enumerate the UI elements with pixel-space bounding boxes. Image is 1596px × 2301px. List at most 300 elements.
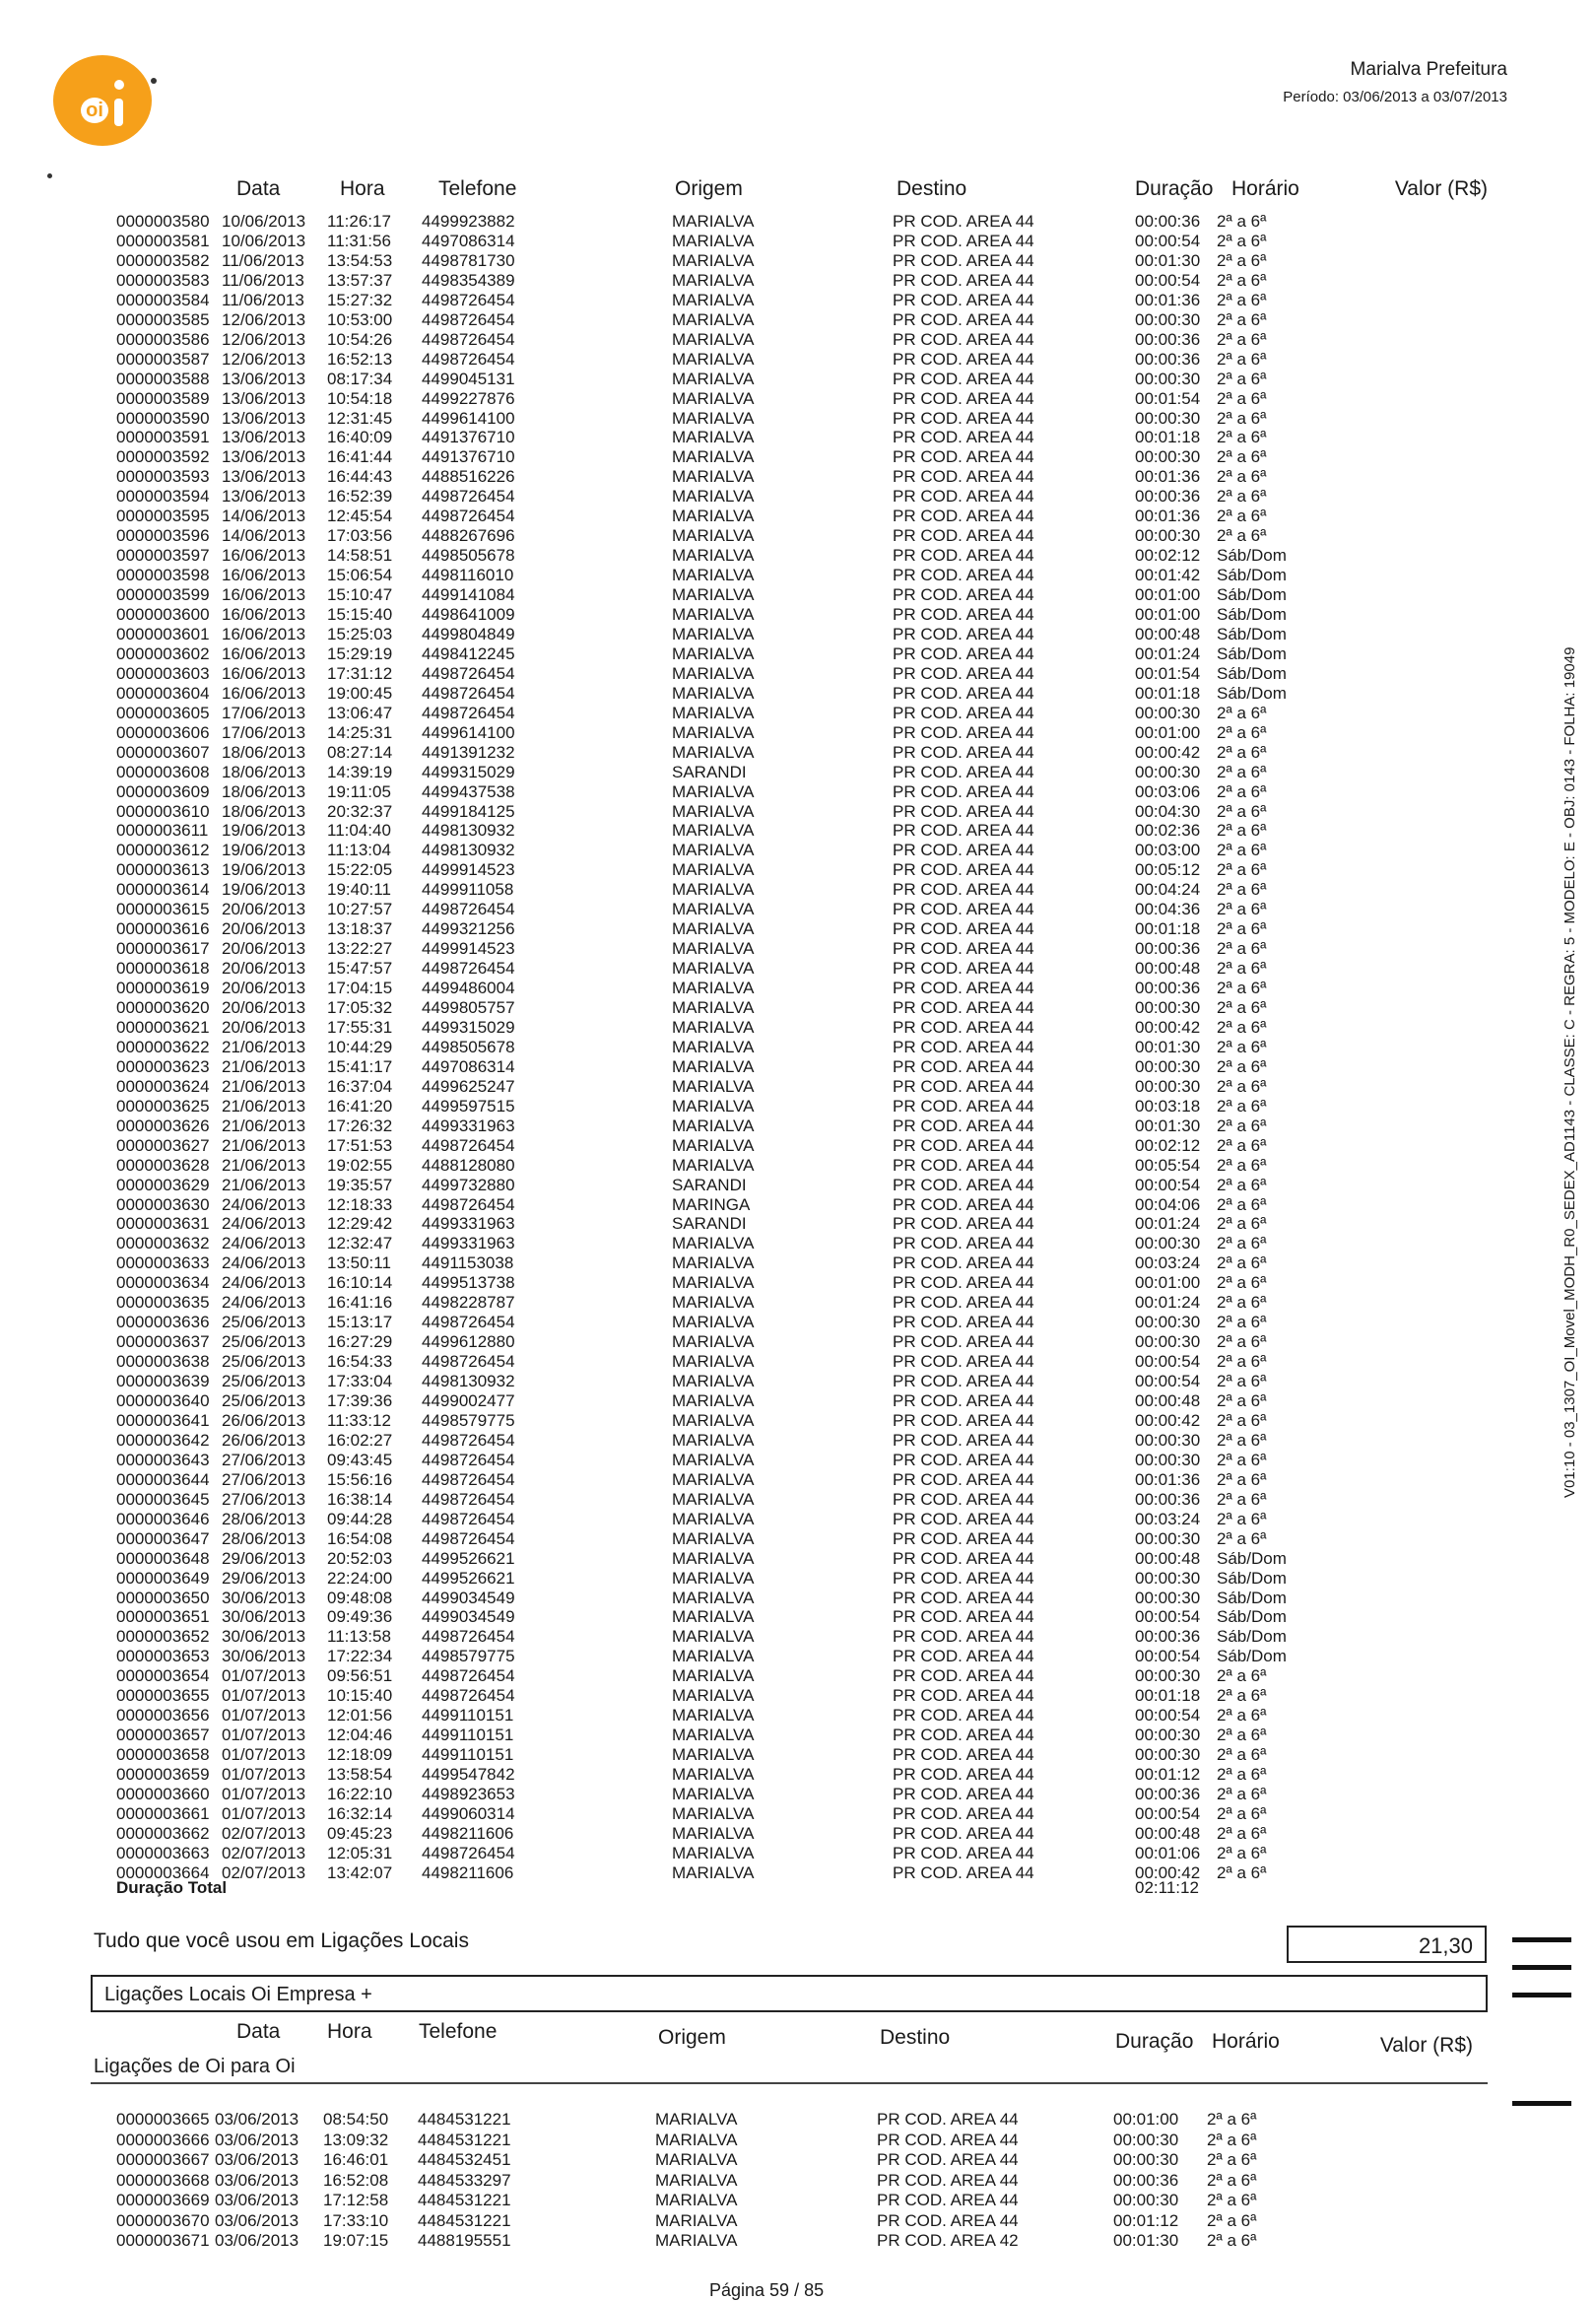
destination: PR COD. AREA 44 (877, 2191, 1019, 2209)
origin: MARIALVA (672, 487, 755, 507)
duration: 00:01:00 (1135, 722, 1201, 742)
duration: 00:00:54 (1135, 1352, 1201, 1372)
destination: PR COD. AREA 44 (893, 1765, 1034, 1785)
call-id: 0000003591 (116, 428, 210, 447)
time-band: 2ª a 6ª (1217, 860, 1267, 880)
duration: 00:01:30 (1113, 2231, 1179, 2250)
call-time: 16:54:33 (327, 1352, 393, 1372)
section-divider (91, 2082, 1488, 2084)
duration: 00:00:30 (1135, 408, 1201, 428)
duration: 00:00:30 (1135, 309, 1201, 329)
call-date: 25/06/2013 (222, 1332, 306, 1352)
divider-mark (1512, 1993, 1571, 1997)
destination: PR COD. AREA 44 (893, 900, 1034, 919)
duration: 00:00:54 (1135, 270, 1201, 290)
duration: 00:00:54 (1135, 1647, 1201, 1666)
call-time: 12:18:09 (327, 1745, 393, 1765)
time-band: 2ª a 6ª (1217, 1155, 1267, 1175)
phone-number: 4498726454 (422, 1627, 515, 1647)
time-band: 2ª a 6ª (1217, 290, 1267, 309)
destination: PR COD. AREA 44 (893, 1332, 1034, 1352)
destination: PR COD. AREA 42 (877, 2231, 1019, 2250)
call-id: 0000003643 (116, 1450, 210, 1469)
origin: MARIALVA (672, 507, 755, 526)
phone-number: 4499625247 (422, 1076, 515, 1096)
phone-number: 4499513738 (422, 1273, 515, 1293)
call-time: 11:31:56 (327, 231, 391, 250)
call-id: 0000003594 (116, 487, 210, 507)
origin: MARIALVA (672, 270, 755, 290)
call-id: 0000003663 (116, 1843, 210, 1862)
call-date: 20/06/2013 (222, 979, 306, 998)
destination: PR COD. AREA 44 (893, 1017, 1034, 1037)
phone-number: 4499732880 (422, 1175, 515, 1194)
phone-number: 4498726454 (422, 349, 515, 369)
phone-number: 4484531221 (418, 2110, 511, 2129)
col-duracao: Duração (1135, 177, 1214, 200)
phone-number: 4499437538 (422, 781, 515, 801)
call-id: 0000003590 (116, 408, 210, 428)
call-date: 02/07/2013 (222, 1862, 306, 1882)
destination: PR COD. AREA 44 (893, 290, 1034, 309)
destination: PR COD. AREA 44 (893, 309, 1034, 329)
origin: MARIALVA (672, 605, 755, 624)
duration: 00:00:30 (1135, 447, 1201, 467)
duration: 00:01:00 (1135, 605, 1201, 624)
call-id: 0000003601 (116, 624, 210, 643)
phone-number: 4499804849 (422, 624, 515, 643)
col-data: Data (236, 2020, 281, 2043)
call-date: 16/06/2013 (222, 546, 306, 566)
origin: MARIALVA (672, 722, 755, 742)
call-id: 0000003635 (116, 1293, 210, 1313)
section-subtitle: Ligações de Oi para Oi (94, 2056, 296, 2077)
origin: MARIALVA (672, 1568, 755, 1588)
destination: PR COD. AREA 44 (893, 1803, 1034, 1823)
origin: MARIALVA (672, 1528, 755, 1548)
time-band: 2ª a 6ª (1217, 231, 1267, 250)
origin: MARIALVA (672, 1706, 755, 1726)
call-time: 13:22:27 (327, 939, 393, 959)
time-band: 2ª a 6ª (1207, 2130, 1257, 2149)
duration: 00:05:12 (1135, 860, 1201, 880)
call-time: 09:44:28 (327, 1509, 393, 1528)
destination: PR COD. AREA 44 (893, 683, 1034, 703)
call-time: 19:35:57 (327, 1175, 393, 1194)
call-date: 10/06/2013 (222, 231, 306, 250)
call-id: 0000003616 (116, 919, 210, 939)
phone-number: 4499914523 (422, 860, 515, 880)
section-title: Ligações Locais Oi Empresa + (91, 1975, 1488, 2012)
call-id: 0000003664 (116, 1862, 210, 1882)
time-band: 2ª a 6ª (1217, 349, 1267, 369)
duration: 00:01:06 (1135, 1843, 1201, 1862)
time-band: 2ª a 6ª (1217, 1056, 1267, 1076)
call-time: 15:29:19 (327, 643, 393, 663)
call-id: 0000003628 (116, 1155, 210, 1175)
call-id: 0000003609 (116, 781, 210, 801)
time-band: 2ª a 6ª (1217, 722, 1267, 742)
call-date: 18/06/2013 (222, 781, 306, 801)
phone-number: 4497086314 (422, 231, 515, 250)
call-date: 24/06/2013 (222, 1194, 306, 1214)
col-telefone: Telefone (438, 177, 517, 200)
call-date: 19/06/2013 (222, 860, 306, 880)
call-id: 0000003640 (116, 1391, 210, 1410)
origin: MARIALVA (655, 2130, 738, 2149)
phone-number: 4498726454 (422, 663, 515, 683)
col-horario: Horário (1231, 177, 1299, 200)
duration: 00:00:30 (1135, 1568, 1201, 1588)
phone-number: 4491153038 (422, 1253, 514, 1273)
duration: 00:00:30 (1135, 1450, 1201, 1469)
phone-number: 4499614100 (422, 408, 515, 428)
origin: MARIALVA (672, 703, 755, 722)
time-band: Sáb/Dom (1217, 546, 1287, 566)
call-id: 0000003636 (116, 1313, 210, 1332)
call-date: 12/06/2013 (222, 349, 306, 369)
time-band: 2ª a 6ª (1217, 1313, 1267, 1332)
call-id: 0000003582 (116, 250, 210, 270)
destination: PR COD. AREA 44 (893, 546, 1034, 566)
origin: MARIALVA (672, 1843, 755, 1862)
call-id: 0000003638 (116, 1352, 210, 1372)
call-date: 16/06/2013 (222, 566, 306, 585)
destination: PR COD. AREA 44 (893, 1607, 1034, 1627)
phone-number: 4498116010 (422, 566, 514, 585)
call-time: 16:22:10 (327, 1785, 393, 1803)
call-id: 0000003669 (116, 2191, 210, 2209)
duration: 00:00:30 (1135, 1332, 1201, 1352)
destination: PR COD. AREA 44 (893, 1843, 1034, 1862)
destination: PR COD. AREA 44 (893, 781, 1034, 801)
destination: PR COD. AREA 44 (893, 526, 1034, 546)
call-time: 16:40:09 (327, 428, 393, 447)
phone-number: 4499034549 (422, 1588, 515, 1607)
call-time: 08:27:14 (327, 742, 393, 762)
summary-total: 21,30 (1287, 1926, 1487, 1963)
company-name: Marialva Prefeitura (1350, 59, 1507, 80)
time-band: 2ª a 6ª (1217, 1135, 1267, 1155)
time-band: 2ª a 6ª (1217, 919, 1267, 939)
call-id: 0000003666 (116, 2130, 210, 2149)
time-band: 2ª a 6ª (1217, 329, 1267, 349)
phone-number: 4499547842 (422, 1765, 515, 1785)
time-band: 2ª a 6ª (1217, 1116, 1267, 1135)
call-id: 0000003631 (116, 1214, 210, 1234)
call-id: 0000003660 (116, 1785, 210, 1803)
destination: PR COD. AREA 44 (893, 1372, 1034, 1391)
duration: 00:03:24 (1135, 1509, 1201, 1528)
time-band: 2ª a 6ª (1217, 781, 1267, 801)
origin: MARIALVA (672, 959, 755, 979)
call-date: 13/06/2013 (222, 447, 306, 467)
origin: MARIALVA (672, 1017, 755, 1037)
time-band: 2ª a 6ª (1217, 1410, 1267, 1430)
call-time: 17:33:10 (323, 2210, 389, 2230)
origin: MARIALVA (672, 1489, 755, 1509)
time-band: 2ª a 6ª (1217, 1528, 1267, 1548)
time-band: 2ª a 6ª (1207, 2110, 1257, 2129)
call-date: 19/06/2013 (222, 841, 306, 860)
duration: 00:01:18 (1135, 683, 1201, 703)
duration: 00:00:54 (1135, 1607, 1201, 1627)
destination: PR COD. AREA 44 (877, 2210, 1019, 2230)
phone-number: 4491391232 (422, 742, 515, 762)
call-id: 0000003598 (116, 566, 210, 585)
call-time: 13:54:53 (327, 250, 393, 270)
time-band: Sáb/Dom (1217, 683, 1287, 703)
divider-mark (1512, 2101, 1571, 2106)
origin: MARIALVA (672, 1096, 755, 1116)
call-time: 10:27:57 (327, 900, 393, 919)
destination: PR COD. AREA 44 (893, 1588, 1034, 1607)
phone-number: 4498726454 (422, 1489, 515, 1509)
call-time: 12:05:31 (327, 1843, 393, 1862)
time-band: 2ª a 6ª (1217, 1253, 1267, 1273)
destination: PR COD. AREA 44 (893, 1430, 1034, 1450)
call-date: 13/06/2013 (222, 369, 306, 388)
call-date: 16/06/2013 (222, 643, 306, 663)
origin: MARIALVA (672, 1155, 755, 1175)
call-date: 21/06/2013 (222, 1076, 306, 1096)
destination: PR COD. AREA 44 (893, 703, 1034, 722)
origin: MARIALVA (672, 1430, 755, 1450)
destination: PR COD. AREA 44 (893, 408, 1034, 428)
time-band: Sáb/Dom (1217, 663, 1287, 683)
call-id: 0000003600 (116, 605, 210, 624)
destination: PR COD. AREA 44 (893, 1135, 1034, 1155)
call-date: 01/07/2013 (222, 1686, 306, 1706)
call-date: 26/06/2013 (222, 1410, 306, 1430)
origin: MARIALVA (672, 1745, 755, 1765)
time-band: 2ª a 6ª (1217, 1175, 1267, 1194)
origin: MARIALVA (672, 1135, 755, 1155)
destination: PR COD. AREA 44 (893, 349, 1034, 369)
phone-number: 4491376710 (422, 428, 515, 447)
time-band: Sáb/Dom (1217, 643, 1287, 663)
call-time: 08:54:50 (323, 2110, 389, 2129)
phone-number: 4499315029 (422, 762, 515, 781)
time-band: 2ª a 6ª (1207, 2150, 1257, 2169)
call-time: 19:00:45 (327, 683, 393, 703)
duration: 00:00:36 (1135, 212, 1201, 231)
call-id: 0000003617 (116, 939, 210, 959)
call-date: 14/06/2013 (222, 526, 306, 546)
call-time: 16:41:20 (327, 1096, 393, 1116)
time-band: 2ª a 6ª (1217, 939, 1267, 959)
phone-number: 4498726454 (422, 507, 515, 526)
call-date: 21/06/2013 (222, 1175, 306, 1194)
duration: 00:03:24 (1135, 1253, 1201, 1273)
call-id: 0000003608 (116, 762, 210, 781)
call-time: 15:15:40 (327, 605, 393, 624)
call-date: 30/06/2013 (222, 1627, 306, 1647)
duration: 00:00:48 (1135, 1391, 1201, 1410)
call-time: 16:52:13 (327, 349, 393, 369)
time-band: 2ª a 6ª (1217, 1745, 1267, 1765)
call-time: 12:18:33 (327, 1194, 393, 1214)
call-date: 03/06/2013 (215, 2191, 299, 2209)
call-id: 0000003630 (116, 1194, 210, 1214)
duration: 00:00:30 (1135, 1745, 1201, 1765)
duration: 00:01:36 (1135, 467, 1201, 487)
duration: 00:03:18 (1135, 1096, 1201, 1116)
origin: MARIALVA (672, 1116, 755, 1135)
time-band: 2ª a 6ª (1217, 428, 1267, 447)
phone-number: 4498726454 (422, 1430, 515, 1450)
call-date: 25/06/2013 (222, 1313, 306, 1332)
time-band: 2ª a 6ª (1217, 1765, 1267, 1785)
call-date: 14/06/2013 (222, 507, 306, 526)
duration: 00:00:30 (1135, 1056, 1201, 1076)
call-date: 03/06/2013 (215, 2150, 299, 2169)
duration: 00:04:36 (1135, 900, 1201, 919)
call-date: 25/06/2013 (222, 1352, 306, 1372)
time-band: 2ª a 6ª (1217, 447, 1267, 467)
time-band: Sáb/Dom (1217, 1568, 1287, 1588)
origin: MARIALVA (672, 1253, 755, 1273)
origin: MARIALVA (672, 1273, 755, 1293)
time-band: 2ª a 6ª (1217, 487, 1267, 507)
origin: MARIALVA (672, 428, 755, 447)
phone-number: 4499923882 (422, 212, 515, 231)
origin: MARIALVA (672, 231, 755, 250)
call-time: 12:29:42 (327, 1214, 393, 1234)
call-date: 01/07/2013 (222, 1765, 306, 1785)
call-date: 24/06/2013 (222, 1293, 306, 1313)
phone-number: 4498726454 (422, 959, 515, 979)
call-id: 0000003599 (116, 585, 210, 605)
call-date: 17/06/2013 (222, 722, 306, 742)
call-time: 17:31:12 (327, 663, 393, 683)
call-time: 11:13:04 (327, 841, 391, 860)
call-time: 15:06:54 (327, 566, 393, 585)
time-band: 2ª a 6ª (1217, 841, 1267, 860)
call-date: 01/07/2013 (222, 1785, 306, 1803)
duration: 00:00:30 (1113, 2191, 1179, 2209)
destination: PR COD. AREA 44 (893, 1313, 1034, 1332)
duration: 00:00:42 (1135, 1410, 1201, 1430)
duration: 00:00:30 (1135, 1430, 1201, 1450)
call-date: 13/06/2013 (222, 388, 306, 408)
call-id: 0000003615 (116, 900, 210, 919)
call-date: 24/06/2013 (222, 1214, 306, 1234)
destination: PR COD. AREA 44 (893, 1056, 1034, 1076)
destination: PR COD. AREA 44 (893, 939, 1034, 959)
destination: PR COD. AREA 44 (893, 1096, 1034, 1116)
time-band: 2ª a 6ª (1217, 1293, 1267, 1313)
origin: SARANDI (672, 762, 747, 781)
origin: MARIALVA (672, 546, 755, 566)
duration: 00:00:30 (1135, 1234, 1201, 1253)
origin: MARIALVA (672, 1391, 755, 1410)
col-duracao: Duração (1115, 2030, 1194, 2053)
time-band: 2ª a 6ª (1217, 270, 1267, 290)
phone-number: 4499805757 (422, 998, 515, 1017)
destination: PR COD. AREA 44 (893, 1391, 1034, 1410)
origin: MARIALVA (672, 1765, 755, 1785)
phone-number: 4484531221 (418, 2130, 511, 2149)
call-id: 0000003581 (116, 231, 210, 250)
origin: MARIALVA (672, 585, 755, 605)
time-band: 2ª a 6ª (1217, 1785, 1267, 1803)
call-id: 0000003588 (116, 369, 210, 388)
destination: PR COD. AREA 44 (893, 722, 1034, 742)
time-band: Sáb/Dom (1217, 585, 1287, 605)
call-id: 0000003595 (116, 507, 210, 526)
destination: PR COD. AREA 44 (893, 1509, 1034, 1528)
time-band: 2ª a 6ª (1217, 1823, 1267, 1843)
call-date: 11/06/2013 (222, 250, 304, 270)
call-id: 0000003655 (116, 1686, 210, 1706)
phone-number: 4498726454 (422, 1450, 515, 1469)
origin: MARIALVA (672, 841, 755, 860)
origin: MARIALVA (672, 742, 755, 762)
call-time: 16:52:08 (323, 2170, 389, 2190)
call-id: 0000003652 (116, 1627, 210, 1647)
call-date: 16/06/2013 (222, 624, 306, 643)
call-time: 16:32:14 (327, 1803, 393, 1823)
call-id: 0000003614 (116, 880, 210, 900)
time-band: 2ª a 6ª (1217, 1509, 1267, 1528)
time-band: Sáb/Dom (1217, 1647, 1287, 1666)
duration: 00:01:12 (1113, 2210, 1179, 2230)
destination: PR COD. AREA 44 (877, 2130, 1019, 2149)
call-date: 13/06/2013 (222, 467, 306, 487)
call-time: 09:56:51 (327, 1666, 393, 1686)
call-time: 13:42:07 (327, 1862, 393, 1882)
time-band: 2ª a 6ª (1207, 2170, 1257, 2190)
call-date: 21/06/2013 (222, 1116, 306, 1135)
origin: MARIALVA (672, 408, 755, 428)
time-band: Sáb/Dom (1217, 1627, 1287, 1647)
origin: MARIALVA (655, 2110, 738, 2129)
time-band: 2ª a 6ª (1217, 1469, 1267, 1489)
time-band: 2ª a 6ª (1217, 1666, 1267, 1686)
phone-number: 4498130932 (422, 841, 515, 860)
call-id: 0000003629 (116, 1175, 210, 1194)
oi-logo-icon (41, 30, 189, 148)
destination: PR COD. AREA 44 (893, 1862, 1034, 1882)
call-id: 0000003606 (116, 722, 210, 742)
call-date: 28/06/2013 (222, 1509, 306, 1528)
time-band: 2ª a 6ª (1217, 900, 1267, 919)
origin: MARIALVA (672, 1607, 755, 1627)
call-id: 0000003637 (116, 1332, 210, 1352)
call-id: 0000003659 (116, 1765, 210, 1785)
destination: PR COD. AREA 44 (893, 605, 1034, 624)
call-date: 12/06/2013 (222, 329, 306, 349)
duration: 00:00:30 (1135, 1588, 1201, 1607)
origin: MARIALVA (655, 2210, 738, 2230)
time-band: 2ª a 6ª (1217, 1862, 1267, 1882)
call-date: 02/07/2013 (222, 1843, 306, 1862)
call-id: 0000003649 (116, 1568, 210, 1588)
col-origem: Origem (675, 177, 743, 200)
col-origem: Origem (658, 2026, 726, 2049)
duration: 00:00:36 (1113, 2170, 1179, 2190)
call-time: 16:41:44 (327, 447, 393, 467)
call-date: 01/07/2013 (222, 1803, 306, 1823)
phone-number: 4484531221 (418, 2191, 511, 2209)
origin: MARIALVA (672, 250, 755, 270)
col-valor: Valor (R$) (1379, 2034, 1473, 2057)
call-date: 24/06/2013 (222, 1253, 306, 1273)
col-hora: Hora (340, 177, 385, 200)
call-date: 11/06/2013 (222, 270, 304, 290)
duration: 00:01:30 (1135, 1116, 1201, 1135)
